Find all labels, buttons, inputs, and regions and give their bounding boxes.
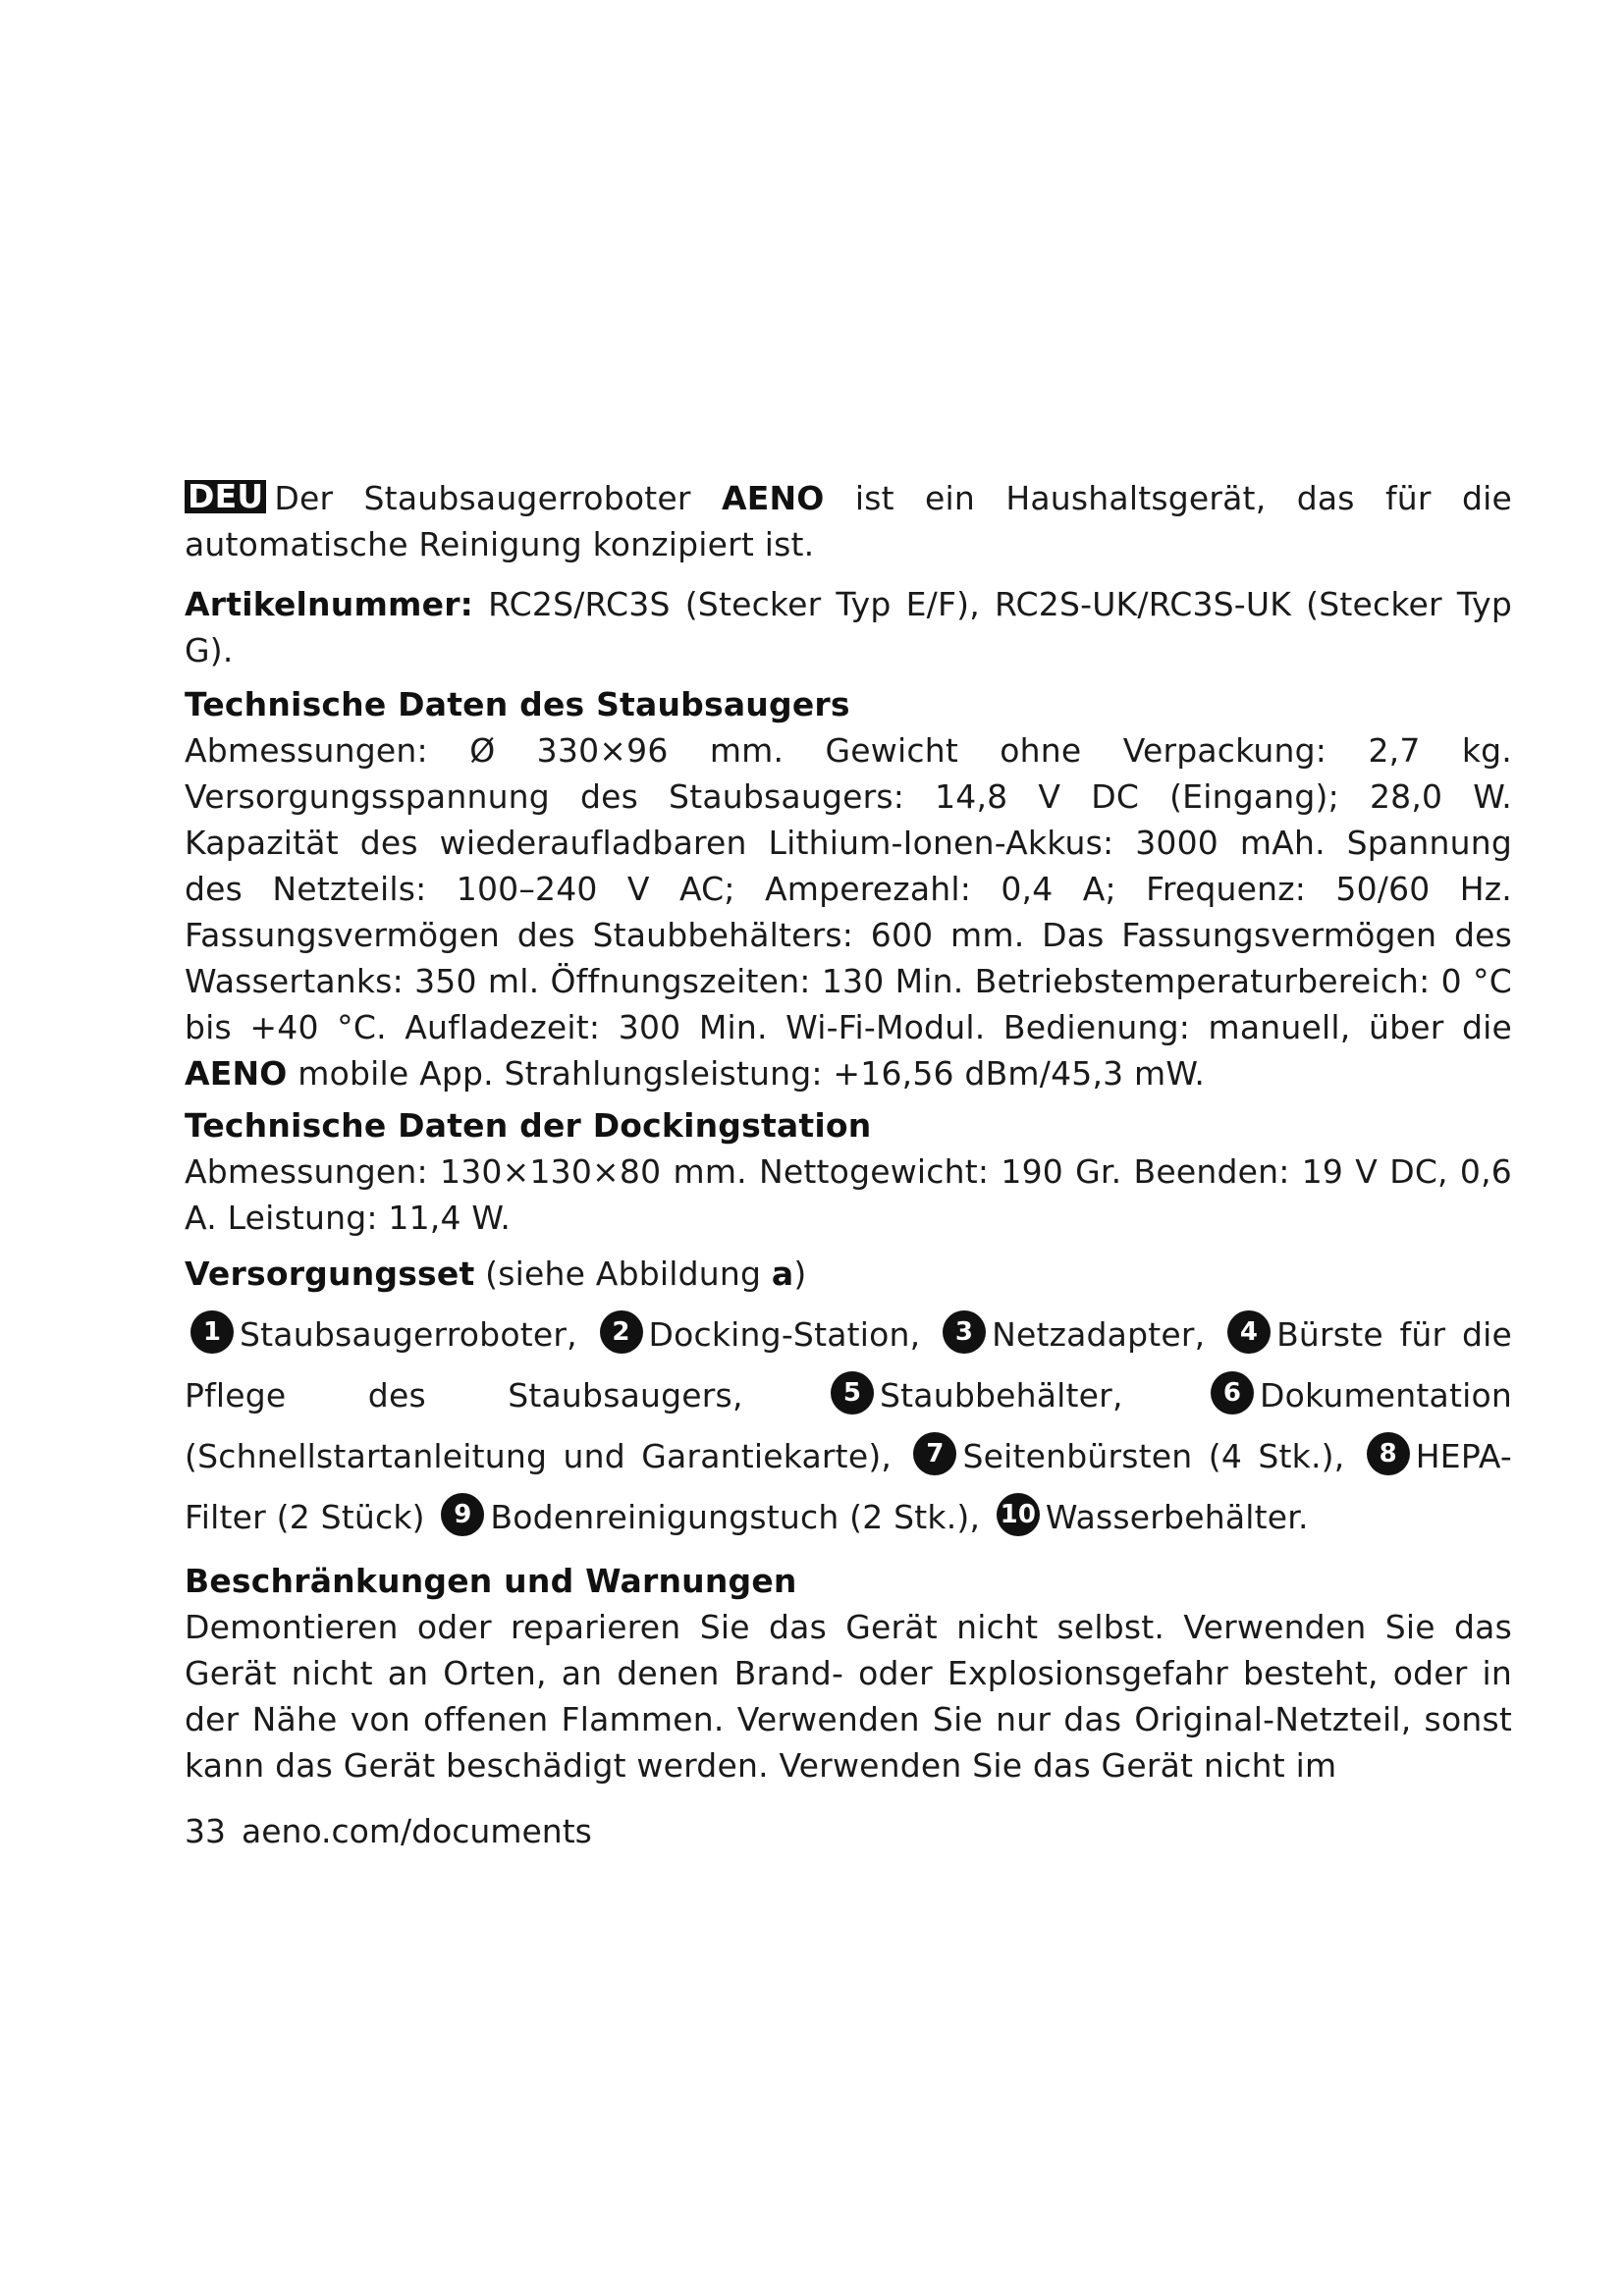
kit-item-text: HEPA-Filter (2 Stück) <box>185 1437 1512 1536</box>
kit-item-text: Staubbehälter, <box>880 1376 1123 1415</box>
documents-link[interactable]: aeno.com/documents <box>242 1812 592 1850</box>
warnings-heading: Beschränkungen und Warnungen <box>185 1562 797 1600</box>
kit-item-text: Seitenbürsten (4 Stk.), <box>962 1437 1345 1475</box>
kit-item <box>594 1315 921 1354</box>
intro-paragraph <box>185 475 1512 567</box>
kit-item <box>825 1376 1123 1415</box>
number-badge-icon: 9 <box>441 1493 484 1536</box>
kit-item-text: Dokumentation (Schnellstartanleitung und Garantiekarte), <box>185 1376 1512 1475</box>
number-badge-icon: 10 <box>997 1493 1040 1536</box>
kit-item-text: Bürste für die Pflege des Staubsaugers, <box>185 1315 1512 1415</box>
number-badge-icon: 5 <box>831 1371 874 1415</box>
dock-specs-heading: Technische Daten der Dockingstation <box>185 1106 872 1145</box>
vacuum-specs-text <box>185 727 1512 1096</box>
kit-figure-ref-end: ) <box>793 1255 807 1293</box>
vacuum-specs-heading: Technische Daten des Staubsaugers <box>185 685 850 723</box>
number-badge-icon: 2 <box>600 1310 643 1354</box>
warnings-text: Demontieren oder reparieren Sie das Gerät nicht selbst. Verwenden Sie das Gerät nicht an Orten, an denen Brand- oder Explosionsgefahr besteht, oder in der Nähe von offenen Flammen. Verwenden Sie nur das Original-Netzteil, sonst kann das Gerät beschädigt werden. Verwenden Sie das Gerät nicht im <box>185 1608 1512 1785</box>
kit-item <box>937 1315 1205 1354</box>
number-badge-icon: 8 <box>1367 1432 1410 1475</box>
vacuum-specs-text-end: mobile App. Strahlungsleistung: +16,56 dBm/45,3 mW. <box>298 1054 1206 1093</box>
number-badge-icon: 7 <box>913 1432 956 1475</box>
kit-figure-ref-start: (siehe Abbildung <box>485 1255 762 1293</box>
number-badge-icon: 6 <box>1211 1371 1254 1415</box>
vacuum-specs-text-start: Abmessungen: Ø 330×96 mm. Gewicht ohne Verpackung: 2,7 kg. Versorgungsspannung des Staubsaugers: 14,8 V DC (Eingang); 28,0 W. Kapazität des wiederaufladbaren Lithium-Ionen-Akkus: 3000 mAh. Spannung des Netzteils: 100–240 V AC; Amperezahl: 0,4 A; Frequenz: 50/60 Hz. Fassungsvermögen des Staubbehälters: 600 mm. Das Fassungsvermögen des Wassertanks: 350 ml. Öffnungszeiten: 130 Min. Betriebstemperaturbereich: 0 °C bis +40 °C. Aufladezeit: 300 Min. Wi-Fi-Modul. Bedienung: manuell, über die <box>185 731 1512 1046</box>
kit-items-paragraph <box>185 1305 1512 1548</box>
article-number-label: Artikelnummer: <box>185 585 474 623</box>
kit-heading-line <box>185 1251 1512 1297</box>
kit-item <box>435 1498 980 1536</box>
number-badge-icon: 3 <box>943 1310 986 1354</box>
intro-text-start: Der Staubsaugerroboter <box>274 479 691 517</box>
kit-heading: Versorgungsset <box>185 1255 475 1293</box>
intro-text-end: ist ein Haushaltsgerät, das für die automatische Reinigung konzipiert ist. <box>185 479 1512 563</box>
number-badge-icon: 4 <box>1227 1310 1271 1354</box>
kit-item <box>185 1315 577 1354</box>
kit-item-text: Staubsaugerroboter, <box>240 1315 577 1354</box>
kit-figure-letter: a <box>771 1255 794 1293</box>
brand-name: AENO <box>721 479 825 517</box>
page-number: 33 <box>185 1812 226 1850</box>
kit-item-text: Netzadapter, <box>992 1315 1206 1354</box>
brand-name: AENO <box>185 1054 288 1093</box>
kit-item-text: Bodenreinigungstuch (2 Stk.), <box>490 1498 981 1536</box>
language-badge: DEU <box>185 480 266 513</box>
kit-item-text: Docking-Station, <box>648 1315 921 1354</box>
kit-item <box>907 1437 1344 1475</box>
number-badge-icon: 1 <box>190 1310 234 1354</box>
kit-item <box>991 1498 1309 1536</box>
content-column <box>185 475 1512 1789</box>
article-number-value: RC2S/RC3S (Stecker Typ E/F), RC2S-UK/RC3S-UK (Stecker Typ G). <box>185 585 1512 669</box>
kit-item-text: Wasserbehälter. <box>1045 1498 1309 1536</box>
dock-specs-text: Abmessungen: 130×130×80 mm. Nettogewicht: 190 Gr. Beenden: 19 V DC, 0,6 A. Leistung: 11,4 W. <box>185 1152 1512 1237</box>
article-number-paragraph <box>185 581 1512 673</box>
page-footer <box>185 1808 592 1854</box>
